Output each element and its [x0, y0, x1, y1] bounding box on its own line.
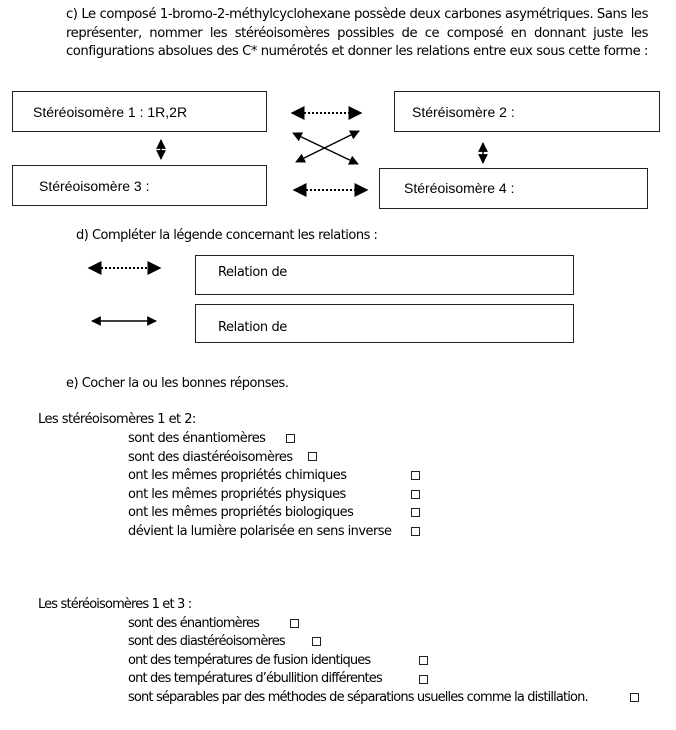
group-1-title: Les stéréoisomères 1 et 2:	[38, 412, 196, 427]
group-1-option-2-checkbox[interactable]	[308, 452, 317, 461]
group-1-option-1-checkbox[interactable]	[286, 434, 295, 443]
question-e-heading: e) Cocher la ou les bonnes réponses.	[66, 376, 289, 391]
group-2-option-5-label: sont séparables par des méthodes de séparations usuelles comme la distillation.	[128, 690, 588, 705]
group-1-option-5-checkbox[interactable]	[411, 508, 420, 517]
legend-dotted-relation-box[interactable]	[195, 255, 574, 295]
group-1-option-4-label: ont les mêmes propriétés physiques	[128, 487, 346, 502]
group-1-option-3-label: ont les mêmes propriétés chimiques	[128, 468, 347, 483]
group-1-option-3-checkbox[interactable]	[411, 471, 420, 480]
question-d-heading: d) Compléter la légende concernant les relations :	[76, 228, 378, 243]
legend-dotted-relation-label: Relation de	[218, 265, 287, 280]
stereoisomer-1-label: Stéréoisomère 1 : 1R,2R	[33, 104, 188, 120]
question-c-line-2: représenter, nommer les stéréoisomères possibles de ce composé en donnant juste les	[66, 25, 648, 41]
legend-solid-relation-label: Relation de	[218, 320, 287, 335]
question-c-line-3: configurations absolues des C* numérotés et donner les relations entre eux sous cette forme :	[66, 44, 648, 60]
group-2-option-3-checkbox[interactable]	[419, 656, 428, 665]
group-2-option-4-label: ont des températures d’ébullition différentes	[128, 671, 382, 686]
group-2-option-5-checkbox[interactable]	[630, 693, 639, 702]
group-1-option-5-label: ont les mêmes propriétés biologiques	[128, 505, 354, 520]
group-2-option-2-label: sont des diastéréoisomères	[128, 634, 285, 649]
legend-solid-relation-box[interactable]	[195, 304, 574, 343]
group-2-option-2-checkbox[interactable]	[312, 637, 321, 646]
stereoisomer-2-label: Stéréisomère 2 :	[412, 104, 515, 120]
group-1-option-2-label: sont des diastéréoisomères	[128, 450, 293, 465]
group-1-option-6-checkbox[interactable]	[411, 527, 420, 536]
stereoisomer-4-label: Stéréoisomère 4 :	[404, 180, 515, 196]
group-2-title: Les stéréoisomères 1 et 3 :	[38, 597, 192, 612]
question-c-line-1: c) Le composé 1-bromo-2-méthylcyclohexane possède deux carbones asymétriques. Sans les	[66, 7, 648, 22]
stereoisomer-3-label: Stéréoisomère 3 :	[39, 178, 150, 194]
group-2-option-1-label: sont des énantiomères	[128, 616, 260, 631]
group-1-option-4-checkbox[interactable]	[411, 490, 420, 499]
group-2-option-3-label: ont des températures de fusion identiques	[128, 653, 371, 668]
group-1-option-1-label: sont des énantiomères	[128, 431, 266, 446]
group-1-option-6-label: dévient la lumière polarisée en sens inverse	[128, 524, 392, 539]
group-2-option-1-checkbox[interactable]	[290, 619, 299, 628]
diagonal-arrow-2-to-3-icon	[296, 131, 359, 162]
group-2-option-4-checkbox[interactable]	[419, 675, 428, 684]
